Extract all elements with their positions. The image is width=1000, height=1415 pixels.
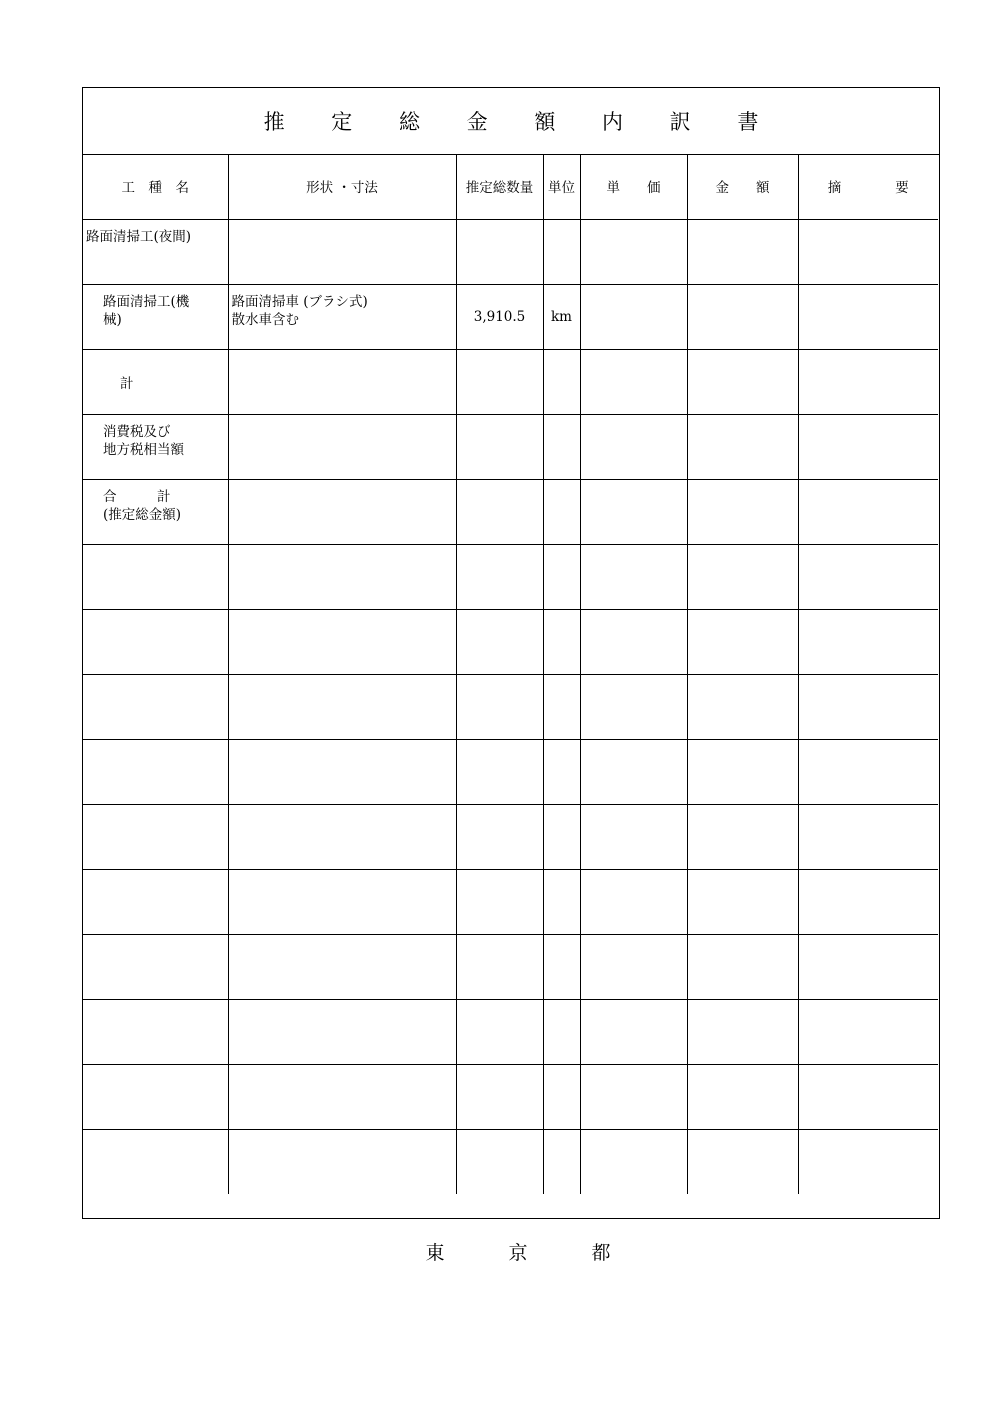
- table-row: [83, 219, 938, 284]
- row-amount: [687, 349, 798, 414]
- row-amount: [687, 284, 798, 349]
- row-spec: [228, 414, 456, 479]
- row-kind: 消費税及び 地方税相当額: [83, 414, 228, 479]
- row-remarks: [798, 219, 938, 284]
- row-quantity: 3,910.5: [456, 284, 543, 349]
- header-row: [83, 154, 938, 219]
- empty-row: [83, 1129, 938, 1194]
- row-kind: 路面清掃工(機 械): [83, 284, 228, 349]
- header-kind: 工 種 名: [83, 154, 228, 219]
- title-row: [83, 88, 939, 155]
- row-unit: [543, 349, 580, 414]
- empty-row: [83, 934, 938, 999]
- row-amount: [687, 219, 798, 284]
- row-unit: [543, 219, 580, 284]
- row-unit: [543, 414, 580, 479]
- row-unit-price: [580, 349, 687, 414]
- estimate-table: [83, 154, 938, 1194]
- row-kind: 路面清掃工(夜間): [83, 219, 228, 284]
- row-remarks: [798, 414, 938, 479]
- empty-row: [83, 1064, 938, 1129]
- row-unit: [543, 479, 580, 544]
- empty-row: [83, 544, 938, 609]
- row-amount: [687, 414, 798, 479]
- empty-row: [83, 609, 938, 674]
- empty-row: [83, 999, 938, 1064]
- row-spec: 路面清掃車 (ブラシ式) 散水車含む: [228, 284, 456, 349]
- row-quantity: [456, 219, 543, 284]
- row-kind: 計: [83, 349, 228, 414]
- table-row: [83, 284, 938, 349]
- empty-row: [83, 739, 938, 804]
- row-spec: [228, 479, 456, 544]
- row-unit-price: [580, 219, 687, 284]
- header-unit: 単位: [543, 154, 580, 219]
- row-remarks: [798, 479, 938, 544]
- table-row: [83, 349, 938, 414]
- header-quantity: 推定総数量: [456, 154, 543, 219]
- row-spec: [228, 349, 456, 414]
- row-remarks: [798, 349, 938, 414]
- row-unit-price: [580, 284, 687, 349]
- table-row: [83, 479, 938, 544]
- table-row: [83, 414, 938, 479]
- row-quantity: [456, 479, 543, 544]
- row-quantity: [456, 414, 543, 479]
- row-unit: km: [543, 284, 580, 349]
- empty-row: [83, 869, 938, 934]
- row-unit-price: [580, 479, 687, 544]
- header-spec: 形状 ・寸法: [228, 154, 456, 219]
- empty-row: [83, 804, 938, 869]
- row-quantity: [456, 349, 543, 414]
- row-amount: [687, 479, 798, 544]
- row-kind: 合 計 (推定総金額): [83, 479, 228, 544]
- row-spec: [228, 219, 456, 284]
- document-title: 推 定 総 金 額 内 訳 書: [263, 110, 779, 134]
- row-remarks: [798, 284, 938, 349]
- header-amount: 金 額: [687, 154, 798, 219]
- empty-row: [83, 674, 938, 739]
- estimate-sheet: [82, 87, 940, 1219]
- row-unit-price: [580, 414, 687, 479]
- issuer-name: 東京都: [425, 1242, 675, 1264]
- header-unit-price: 単 価: [580, 154, 687, 219]
- header-remarks: 摘 要: [798, 154, 938, 219]
